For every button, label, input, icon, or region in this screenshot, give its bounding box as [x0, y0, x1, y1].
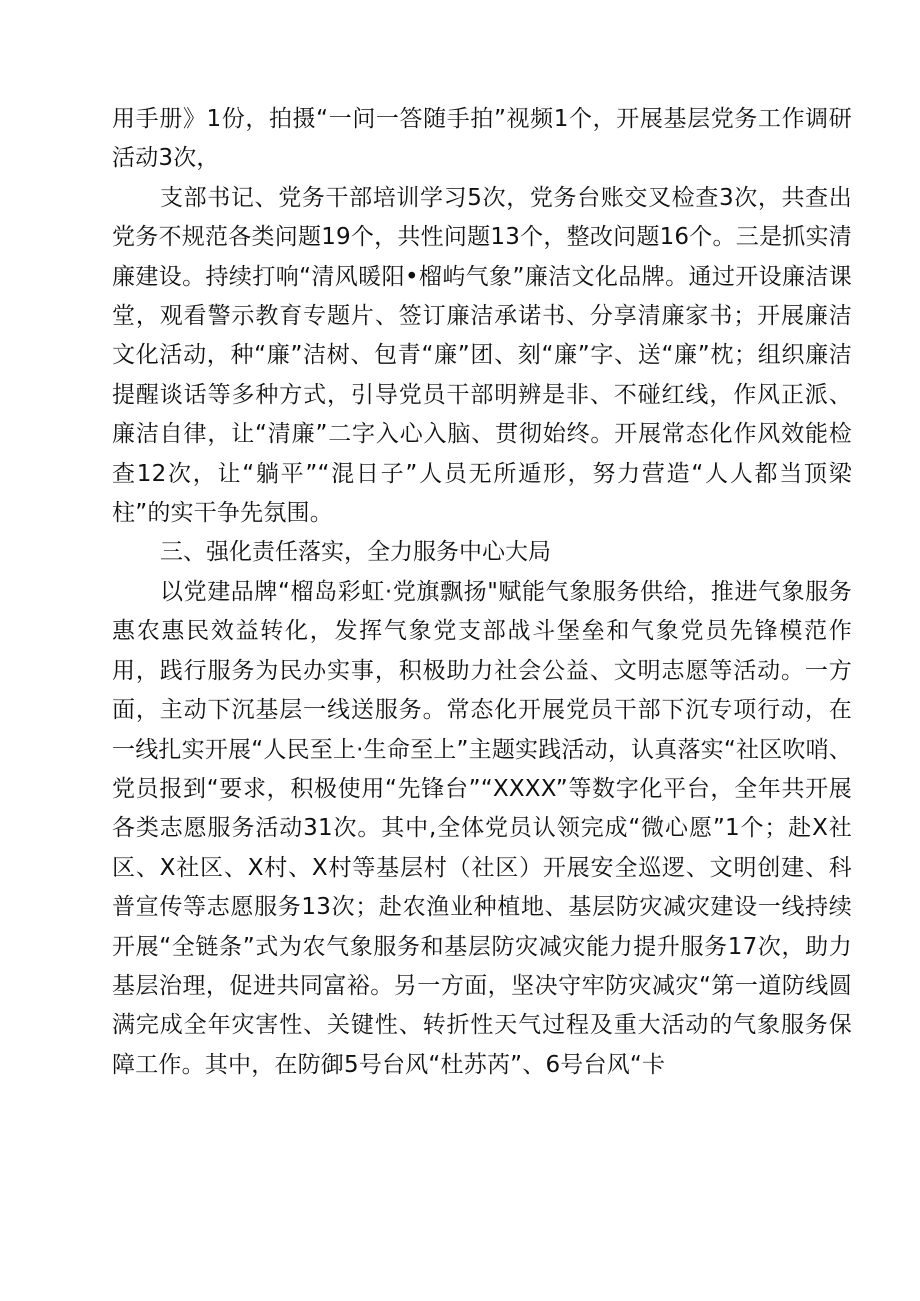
paragraph-party-affairs-and-integrity: 支部书记、党务干部培训学习5次，党务台账交叉检查3次，共查出党务不规范各类问题19个，共性问题13个，整改问题16个。三是抓实清廉建设。持续打响“清风暖阳•榴屿气象”廉洁文化品牌。通过开设廉洁课堂，观看警示教育专题片、签订廉洁承诺书、分享清廉家书；开展廉洁文化活动，种“廉”洁树、包青“廉”团、刻“廉”字、送“廉”枕；组织廉洁提醒谈话等多种方式，引导党员干部明辨是非、不碰红线，作风正派、廉洁自律，让“清廉”二字入心入脑、贯彻始终。开展常态化作风效能检查12次，让“躺平”“混日子”人员无所遁形，努力营造“人人都当顶梁柱”的实干争先氛围。 — [112, 184, 852, 527]
paragraph-service-center: 以党建品牌“榴岛彩虹·党旗飘扬"赋能气象服务供给，推进气象服务惠农惠民效益转化，发挥气象党支部战斗堡垒和气象党员先锋模范作用，践行服务为民办实事，积极助力社会公益、文明志愿等活动。一方面，主动下沉基层一线送服务。常态化开展党员干部下沉专项行动，在一线扎实开展“人民至上·生命至上”主题实践活动，认真落实“社区吹哨、党员报到“要求，积极使用“先锋台”“XXXX”等数字化平台，全年共开展各类志愿服务活动31次。其中,全体党员认领完成“微心愿”1个；赴X社区、X社区、X村、X村等基层村（社区）开展安全巡逻、文明创建、科普宣传等志愿服务13次；赴农渔业种植地、基层防灾减灾建设一线持续开展“全链条”式为农气象服务和基层防灾减灾能力提升服务17次，助力基层治理，促进共同富裕。另一方面，坚决守牢防灾减灾“第一道防线圆满完成全年灾害性、关键性、转折性天气过程及重大活动的气象服务保障工作。其中，在防御5号台风“杜苏芮”、6号台风“卡 — [112, 578, 852, 1078]
document-page — [112, 100, 852, 1085]
section-heading: 三、强化责任落实，全力服务中心大局 — [160, 539, 551, 566]
paragraph-continuation: 用手册》1份，拍摄“一问一答随手拍”视频1个，开展基层党务工作调研活动3次， — [112, 106, 852, 172]
